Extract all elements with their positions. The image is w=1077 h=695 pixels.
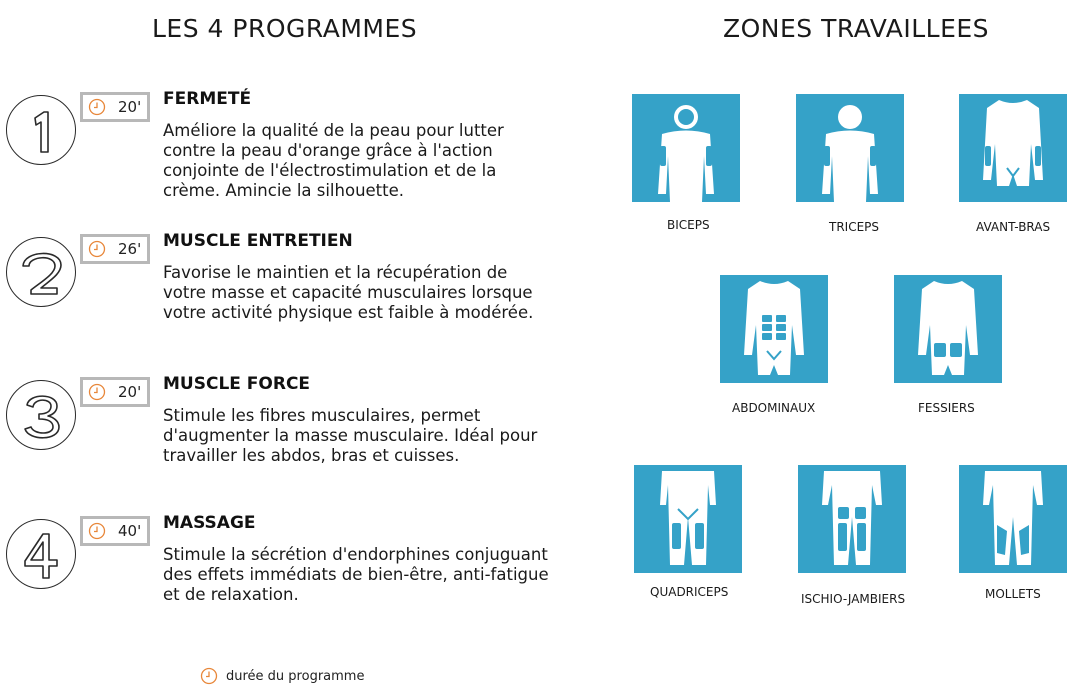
clock-icon [88, 383, 106, 401]
programme-2 [6, 231, 566, 347]
number-1-glyph [7, 96, 77, 166]
zone-calves [959, 465, 1077, 601]
number-4-glyph [7, 520, 77, 590]
programme-title: FERMETÉ [163, 89, 252, 109]
programme-3 [6, 374, 566, 490]
clock-icon [88, 240, 106, 258]
programmes-heading: LES 4 PROGRAMMES [152, 14, 418, 43]
duration-legend [200, 667, 364, 685]
zone-label: ISCHIO-JAMBIERS [801, 592, 906, 606]
clock-icon [200, 667, 218, 685]
number-4-badge [6, 519, 76, 589]
zone-label: AVANT-BRAS [976, 220, 1051, 234]
number-2-badge [6, 237, 76, 307]
body-triceps-icon [796, 94, 904, 202]
zone-label: BICEPS [667, 218, 710, 232]
body-quadriceps-icon [634, 465, 742, 573]
zone-glutes [894, 275, 1014, 415]
zone-label: QUADRICEPS [650, 585, 729, 599]
number-3-badge [6, 380, 76, 450]
duration-value: 26' [118, 240, 142, 258]
legend-label: durée du programme [226, 668, 365, 684]
body-glutes-icon [894, 275, 1002, 383]
body-biceps-icon [632, 94, 740, 202]
zone-label: MOLLETS [985, 587, 1041, 601]
duration-box-4 [80, 516, 150, 546]
programme-1 [6, 89, 566, 205]
zone-quadriceps [634, 465, 754, 599]
zone-label: TRICEPS [829, 220, 880, 234]
clock-icon [88, 522, 106, 540]
zone-hamstrings [798, 465, 918, 606]
body-hamstrings-icon [798, 465, 906, 573]
programme-title: MUSCLE ENTRETIEN [163, 231, 353, 251]
programme-description: Stimule les fibres musculaires, permet d'augmenter la masse musculaire. Idéal pour travailler les abdos, bras et cuisses. [163, 406, 538, 465]
body-calves-icon [959, 465, 1067, 573]
duration-value: 40' [118, 522, 142, 540]
programme-description: Améliore la qualité de la peau pour lutter contre la peau d'orange grâce à l'action conjointe de l'électrostimulation et de la crème. Amincie la silhouette. [163, 121, 504, 200]
programme-4 [6, 513, 566, 629]
programme-description: Stimule la sécrétion d'endorphines conjuguant des effets immédiats de bien-être, anti-fatigue et de relaxation. [163, 545, 549, 604]
number-2-glyph [7, 238, 77, 308]
duration-box-2 [80, 234, 150, 264]
programme-description: Favorise le maintien et la récupération de votre masse et capacité musculaires lorsque votre activité physique est faible à modérée. [163, 263, 534, 322]
duration-value: 20' [118, 383, 142, 401]
zone-label: FESSIERS [918, 401, 975, 415]
zone-label: ABDOMINAUX [732, 401, 816, 415]
body-forearm-icon [959, 94, 1067, 202]
body-abs-icon [720, 275, 828, 383]
duration-box-1 [80, 92, 150, 122]
duration-value: 20' [118, 98, 142, 116]
number-1-badge [6, 95, 76, 165]
zone-triceps [796, 94, 916, 234]
number-3-glyph [7, 381, 77, 451]
programme-title: MUSCLE FORCE [163, 374, 311, 394]
programme-title: MASSAGE [163, 513, 256, 533]
duration-box-3 [80, 377, 150, 407]
zones-heading: ZONES TRAVAILLEES [723, 14, 990, 43]
zone-abs [720, 275, 840, 415]
clock-icon [88, 98, 106, 116]
zone-forearm [959, 94, 1077, 234]
zone-biceps [632, 94, 752, 232]
